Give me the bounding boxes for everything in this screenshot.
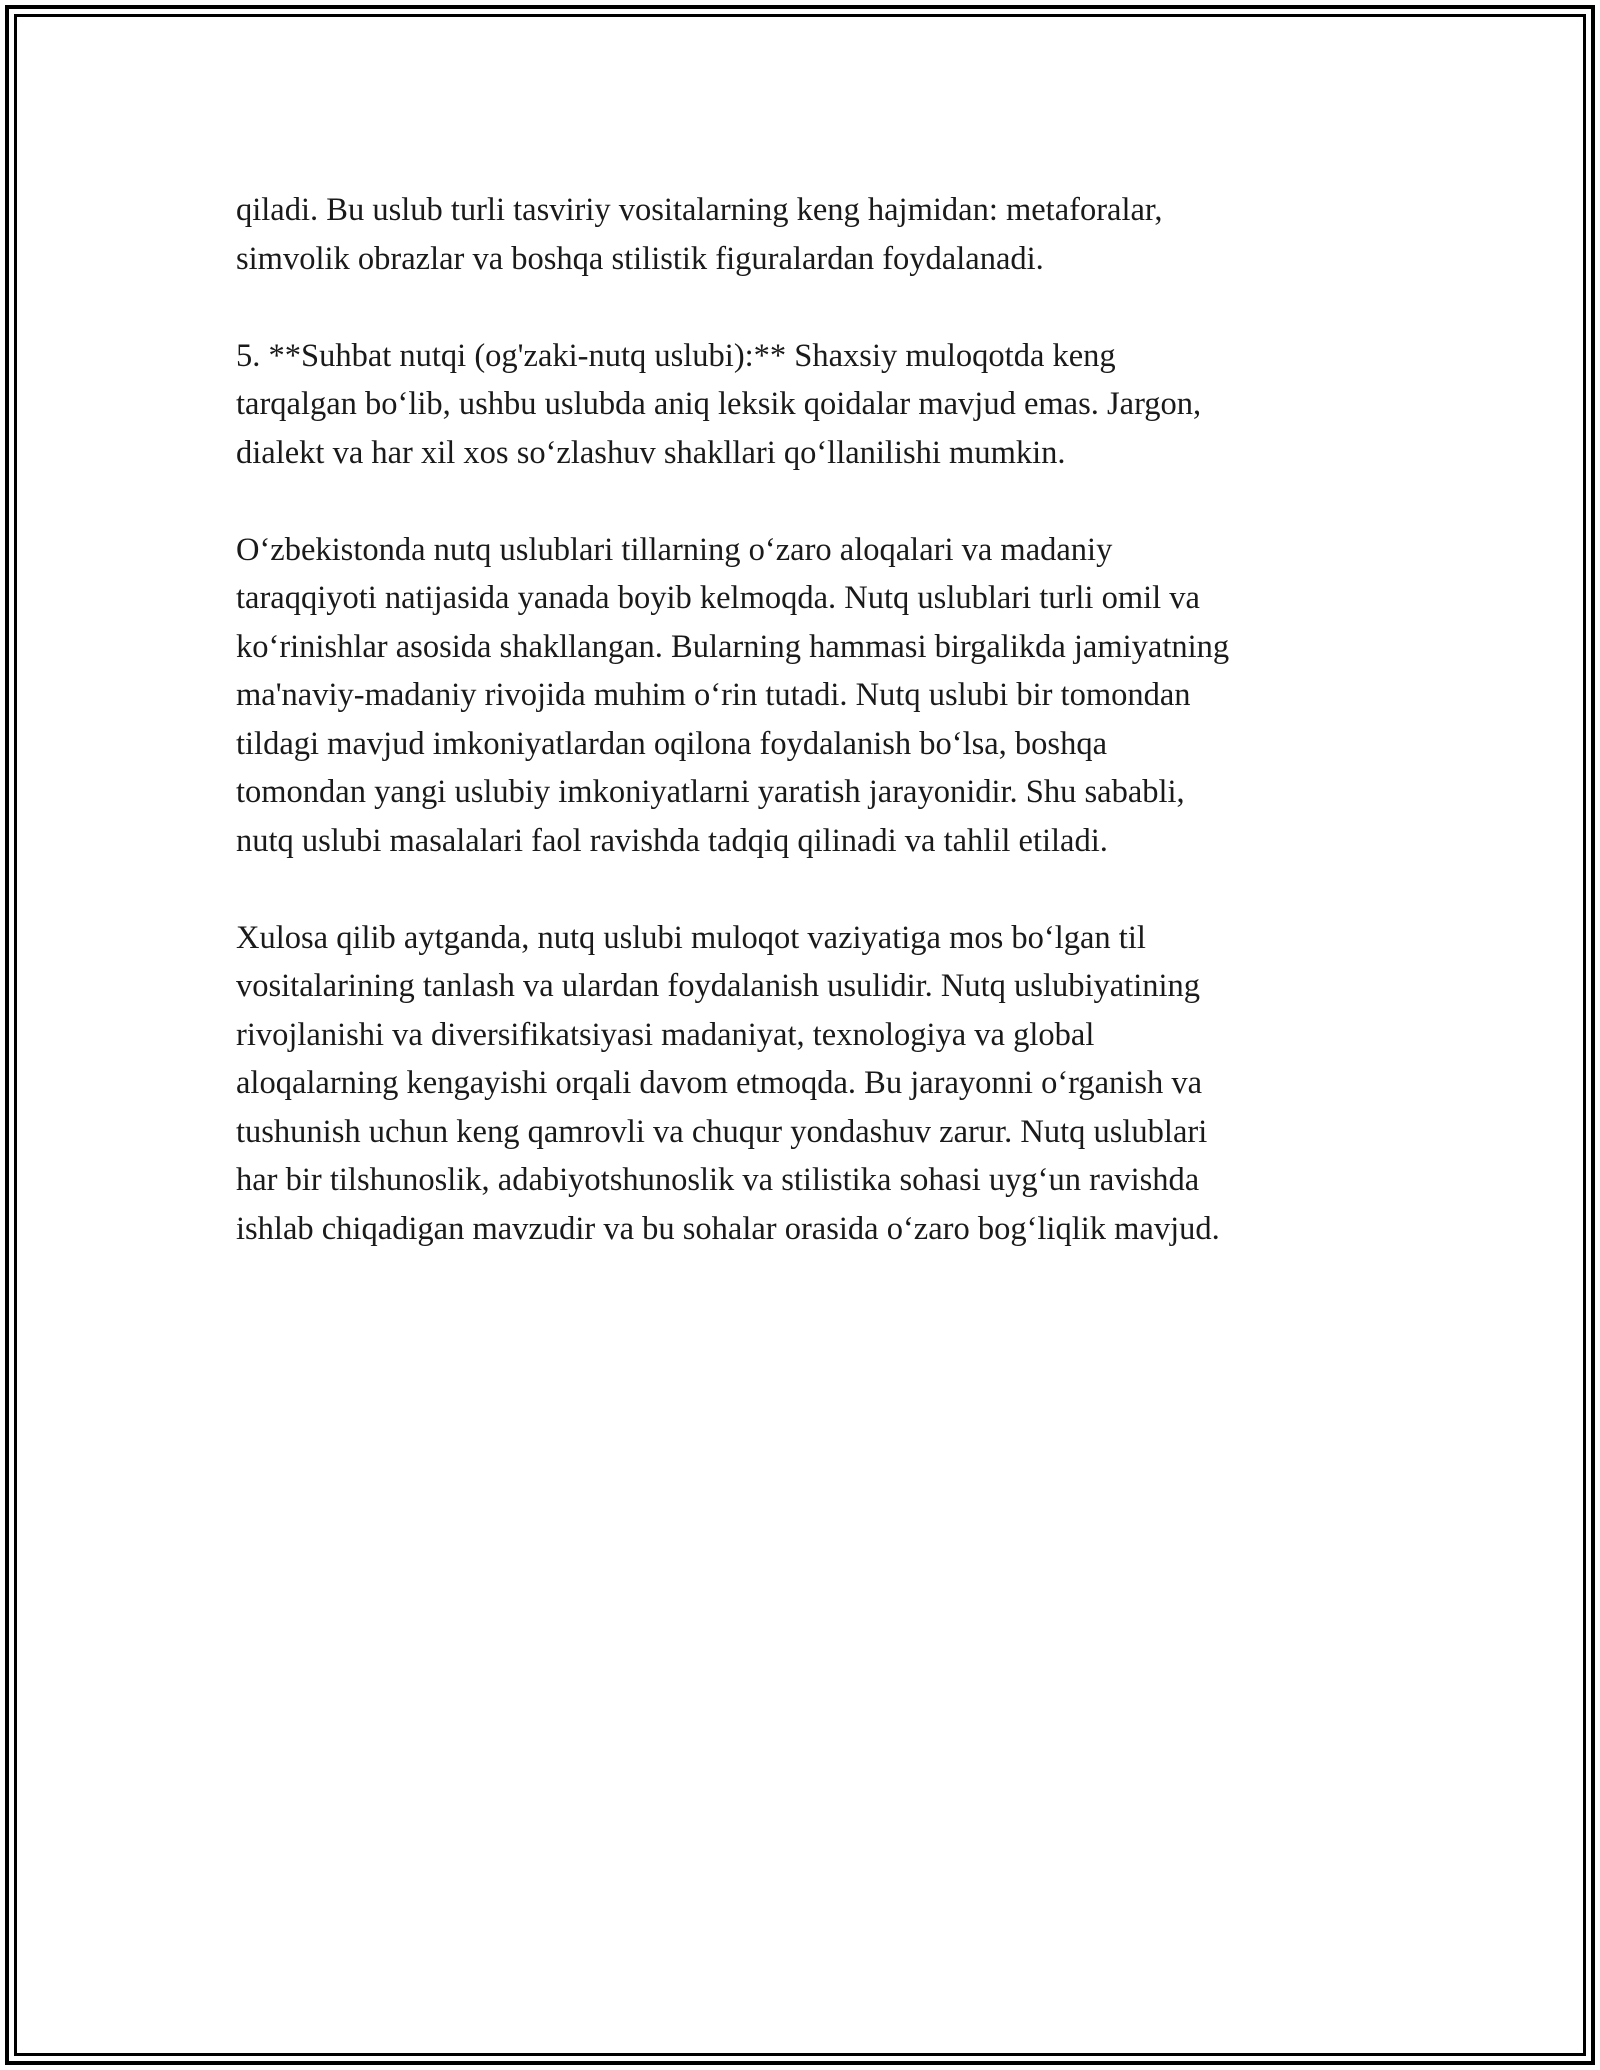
paragraph-continuation: qiladi. Bu uslub turli tasviriy vositalarning keng hajmidan: metaforalar, simvolik obrazlar va boshqa stilistik figuralardan foydalanadi. [236, 192, 1163, 277]
paragraph-uzbekistan-styles: O‘zbekistonda nutq uslublari tillarning o‘zaro aloqalari va madaniy taraqqiyoti natijasida yanada boyib kelmoqda. Nutq uslublari turli omil va ko‘rinishlar asosida shakllangan. Bularning hammasi birgalikda jamiyatning ma'naviy-madaniy rivojida muhim o‘rin tutadi. Nutq uslubi bir tomondan tildagi mavjud imkoniyatlardan oqilona foydalanish bo‘lsa, boshqa tomondan yangi uslubiy imkoniyatlarni yaratish jarayonidir. Shu sababli, nutq uslubi masalalari faol ravishda tadqiq qilinadi va tahlil etiladi. [236, 531, 1230, 859]
paragraph-conversational-style: 5. **Suhbat nutqi (og'zaki-nutq uslubi):** Shaxsiy muloqotda keng tarqalgan bo‘lib, ushbu uslubda aniq leksik qoidalar mavjud emas. Jargon, dialekt va har xil xos so‘zlashuv shakllari qo‘llanilishi mumkin. [236, 337, 1202, 471]
document-body [236, 186, 1396, 1302]
paragraph-conclusion: Xulosa qilib aytganda, nutq uslubi muloqot vaziyatiga mos bo‘lgan til vositalarining tanlash va ulardan foydalanish usulidir. Nutq uslubiyatining rivojlanishi va diversifikatsiyasi madaniyat, texnologiya va global aloqalarning kengayishi orqali davom etmoqda. Bu jarayonni o‘rganish va tushunish uchun keng qamrovli va chuqur yondashuv zarur. Nutq uslublari har bir tilshunoslik, adabiyotshunoslik va stilistika sohasi uyg‘un ravishda ishlab chiqadigan mavzudir va bu sohalar orasida o‘zaro bog‘liqlik mavjud. [236, 919, 1220, 1247]
